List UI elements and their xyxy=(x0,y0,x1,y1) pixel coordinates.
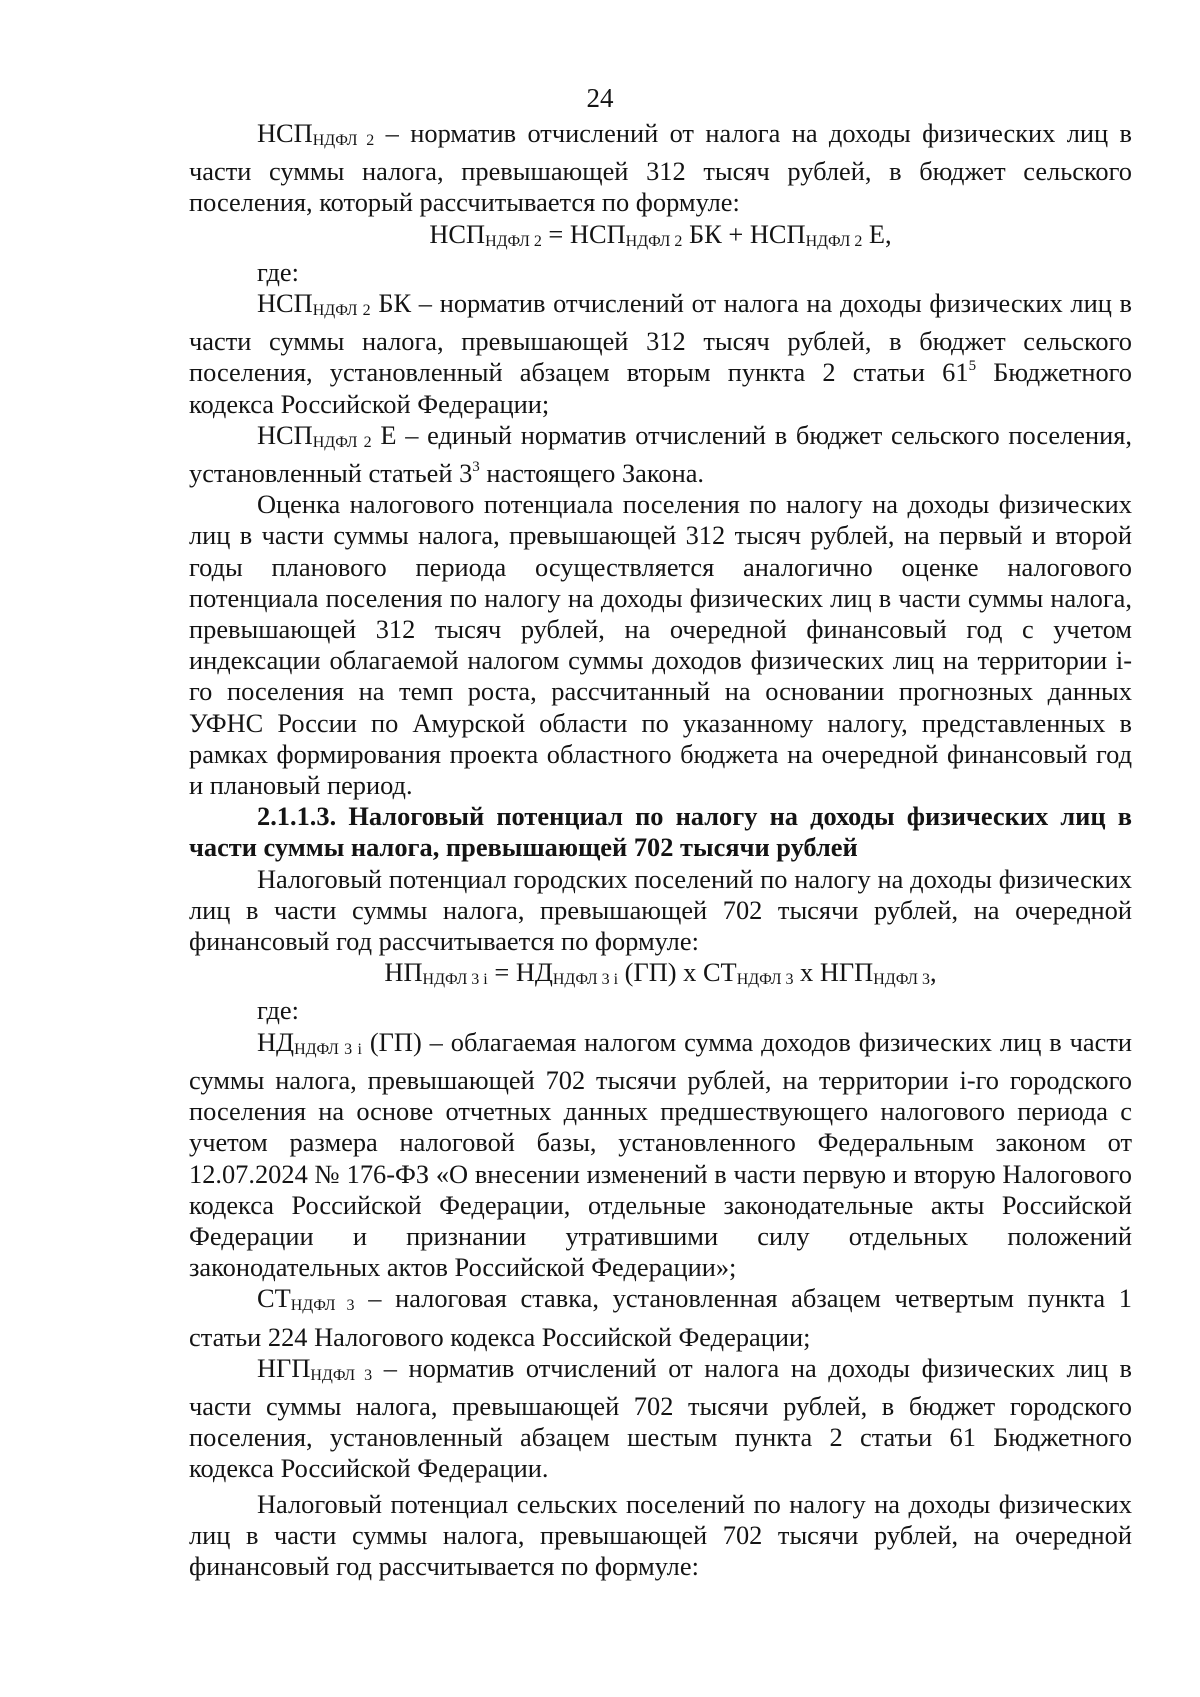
subscript: НДФЛ 3 i xyxy=(294,1040,362,1058)
paragraph-nsp2-e: НСПНДФЛ 2 Е – единый норматив отчислений в бюджет сельского поселения, установленный статьей $3^3$ настоящего Закона. xyxy=(189,419,1132,489)
paragraph-urban-potential-intro: Налоговый потенциал городских поселений по налогу на доходы физических лиц в части суммы налога, превышающей 702 тысячи рублей, на очередной финансовый год рассчитывается по формуле: xyxy=(189,863,1132,957)
subscript: НДФЛ 2 xyxy=(312,132,375,149)
subscript: НДФЛ 2 xyxy=(805,232,863,250)
subscript: НДФЛ 3 xyxy=(310,1366,373,1384)
subscript: НДФЛ 3 xyxy=(290,1297,355,1315)
paragraph-nsp2-definition: НСПНДФЛ 2 – норматив отчислений от налога на доходы физических лиц в части суммы налога, превышающей 312 тысяч рублей, в бюджет сельского поселения, который рассчитывается по формуле: xyxy=(189,118,1132,218)
subscript: НДФЛ 3 xyxy=(873,971,930,989)
where-label: где: xyxy=(257,256,299,287)
subscript: НДФЛ 2 xyxy=(312,433,372,451)
where-label: где: xyxy=(257,995,299,1026)
paragraph-assessment: Оценка налогового потенциала поселения по налогу на доходы физических лиц в части суммы налога, превышающей 312 тысяч рублей, на первый и второй годы планового периода осуществляется аналогично оценке налогового потенциала поселения по налогу на доходы физических лиц в части суммы налога, превышающей 312 тысяч рублей, на очередной финансовый год с учетом индексации облагаемой налогом суммы доходов физических лиц на территории i-го поселения на темп роста, рассчитанный на основании прогнозных данных УФНС России по Амурской области по указанному налогу, представленных в рамках формирования проекта областного бюджета на очередной финансовый год и плановый период. xyxy=(189,489,1132,801)
superscript: 3 xyxy=(472,459,480,476)
paragraph-nd3-definition: НДНДФЛ 3 i (ГП) – облагаемая налогом сумма доходов физических лиц в части суммы налога, превышающей 702 тысячи рублей, на территории i-го городского поселения на основе отчетных данных предшествующего налогового периода с учетом размера налоговой базы, установленного Федеральным законом от 12.07.2024 № 176-ФЗ «О внесении изменений в части первую и вторую Налогового кодекса Российской Федерации, отдельные законодательные акты Российской Федерации и признании утратившими силу отдельных положений законодательных актов Российской Федерации»; xyxy=(189,1026,1132,1283)
paragraph-st3-definition: СТНДФЛ 3 – налоговая ставка, установленная абзацем четвертым пункта 1 статьи 224 Налогового кодекса Российской Федерации; xyxy=(189,1283,1132,1352)
subscript: НДФЛ 3 i xyxy=(422,971,488,989)
subscript: НДФЛ 3 xyxy=(736,971,794,989)
subscript: НДФЛ 2 xyxy=(625,232,683,250)
formula-nsp2: НСПНДФЛ 2 = НСПНДФЛ 2 БК + НСПНДФЛ 2 Е, xyxy=(429,218,892,250)
paragraph-rural-potential-intro: Налоговый потенциал сельских поселений по налогу на доходы физических лиц в части суммы налога, превышающей 702 тысячи рублей, на очередной финансовый год рассчитывается по формуле: xyxy=(189,1488,1132,1581)
formula-np3: НПНДФЛ 3 i = НДНДФЛ 3 i (ГП) х СТНДФЛ 3 х НГПНДФЛ 3, xyxy=(384,957,937,989)
section-heading-2-1-1-3: 2.1.1.3. Налоговый потенциал по налогу на доходы физических лиц в части суммы налога, превышающей 702 тысячи рублей xyxy=(189,801,1132,863)
superscript: 5 xyxy=(968,358,977,375)
subscript: НДФЛ 3 i xyxy=(552,971,619,989)
paragraph-nsp2-bk: НСПНДФЛ 2 БК – норматив отчислений от налога на доходы физических лиц в части суммы налога, превышающей 312 тысяч рублей, в бюджет сельского поселения, установленный абзацем вторым пункта 2 статьи $61^5$ Бюджетного кодекса Российской Федерации; xyxy=(189,288,1133,419)
paragraph-ngp3-definition: НГПНДФЛ 3 – норматив отчислений от налога на доходы физических лиц в части суммы налога, превышающей 702 тысячи рублей, в бюджет городского поселения, установленный абзацем шестым пункта 2 статьи 61 Бюджетного кодекса Российской Федерации. xyxy=(189,1352,1132,1484)
subscript: НДФЛ 2 xyxy=(312,302,371,320)
document-body xyxy=(189,118,1132,1582)
subscript: НДФЛ 2 xyxy=(485,232,542,250)
page-number: 24 xyxy=(586,83,614,113)
